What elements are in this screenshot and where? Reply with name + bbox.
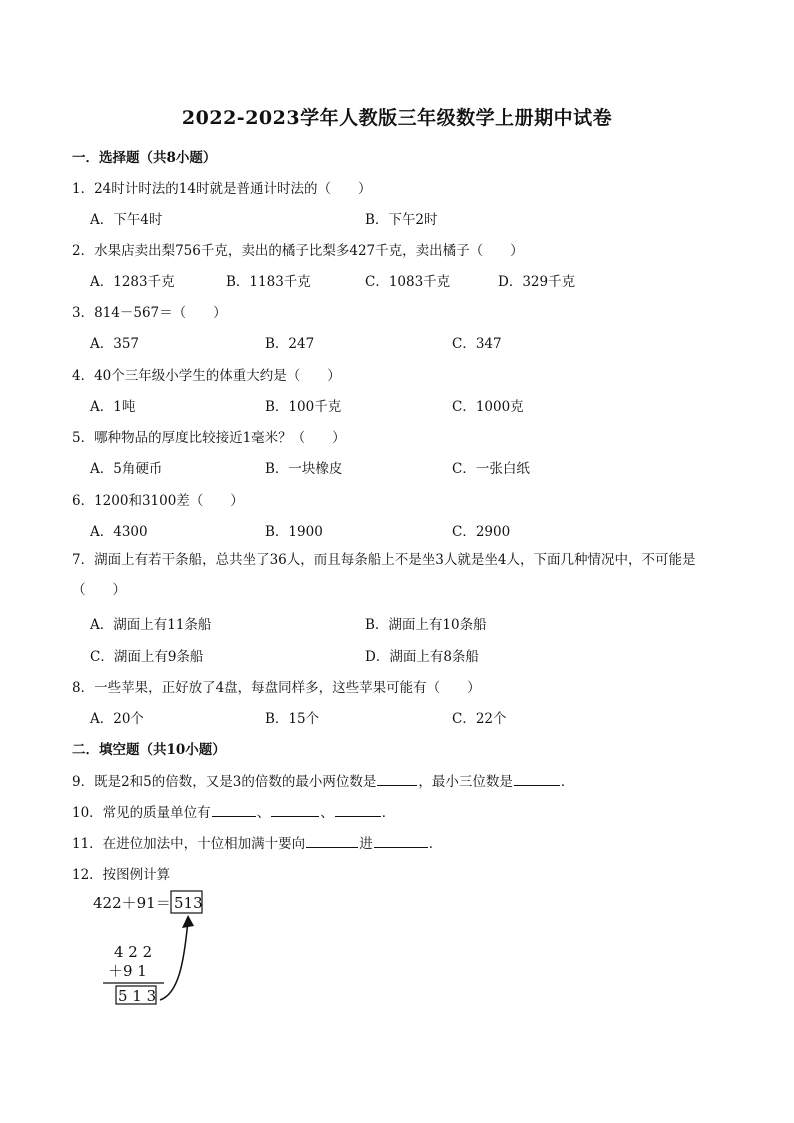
figure-addend-1: 4 2 2 xyxy=(114,943,153,961)
q4-option-b: B．100千克 xyxy=(265,399,342,415)
q11-text-part3: ． xyxy=(428,836,443,852)
q8-option-a: A．20个 xyxy=(90,711,144,727)
q8-option-b: B．15个 xyxy=(265,711,320,727)
q9-text-part2: ，最小三位数是 xyxy=(418,774,513,790)
figure-arrow-head xyxy=(182,915,194,928)
q9-blank-2[interactable] xyxy=(514,771,560,786)
q5-option-a: A．5角硬币 xyxy=(90,461,163,477)
q9-blank-1[interactable] xyxy=(377,771,417,786)
figure-addend-2: ＋9 1 xyxy=(108,962,147,980)
figure-equation: 422＋91＝ xyxy=(93,894,171,912)
q6-option-b: B．1900 xyxy=(265,524,323,540)
q7-option-b: B．湖面上有10条船 xyxy=(365,617,487,633)
q10-separator-1: 、 xyxy=(256,805,271,821)
q3-option-a: A．357 xyxy=(90,336,140,352)
q10-blank-2[interactable] xyxy=(271,802,319,817)
q5-option-b: B．一块橡皮 xyxy=(265,461,343,477)
q4-option-c: C．1000克 xyxy=(452,399,524,415)
q8-option-c: C．22个 xyxy=(452,711,507,727)
q11-text-part1: 11．在进位加法中，十位相加满十要向 xyxy=(72,836,306,852)
q4-option-a: A．1吨 xyxy=(90,399,136,415)
figure-arrow-curve xyxy=(160,920,188,1000)
question-12: 12．按图例计算 xyxy=(72,867,171,883)
q7-option-c: C．湖面上有9条船 xyxy=(90,649,204,665)
q1-option-a: A．下午4时 xyxy=(90,212,163,228)
addition-example-figure xyxy=(88,884,228,1009)
figure-sum: 5 1 3 xyxy=(118,987,157,1005)
q11-text-part2: 进 xyxy=(359,836,373,852)
q3-option-b: B．247 xyxy=(265,336,315,352)
q10-separator-2: 、 xyxy=(320,805,334,821)
q1-option-b: B．下午2时 xyxy=(365,212,438,228)
q11-blank-1[interactable] xyxy=(306,833,358,848)
question-3: 3．814－567＝（ ） xyxy=(72,305,227,321)
question-5: 5．哪种物品的厚度比较接近1毫米？（ ） xyxy=(72,430,346,446)
section-heading-fill-in: 二．填空题（共10小题） xyxy=(72,742,226,758)
q7-option-d: D．湖面上有8条船 xyxy=(365,649,479,665)
q7-option-a: A．湖面上有11条船 xyxy=(90,617,212,633)
section-heading-choice: 一．选择题（共8小题） xyxy=(72,150,217,166)
q11-blank-2[interactable] xyxy=(374,833,428,848)
question-4: 4．40个三年级小学生的体重大约是（ ） xyxy=(72,368,341,384)
question-2: 2．水果店卖出梨756千克，卖出的橘子比梨多427千克，卖出橘子（ ） xyxy=(72,243,524,259)
q10-text-part1: 10．常见的质量单位有 xyxy=(72,805,211,821)
q5-option-c: C．一张白纸 xyxy=(452,461,530,477)
q9-text-part3: ． xyxy=(560,774,575,790)
q6-option-c: C．2900 xyxy=(452,524,511,540)
q10-text-end: ． xyxy=(381,805,396,821)
q10-blank-3[interactable] xyxy=(335,802,381,817)
question-10 xyxy=(72,801,395,821)
figure-result: 513 xyxy=(174,894,203,912)
question-8: 8．一些苹果，正好放了4盘，每盘同样多，这些苹果可能有（ ） xyxy=(72,680,481,696)
page-title: 2022-2023学年人教版三年级数学上册期中试卷 xyxy=(181,107,613,129)
question-6: 6．1200和3100差（ ） xyxy=(72,493,244,509)
q2-option-a: A．1283千克 xyxy=(90,274,175,290)
question-1: 1．24时计时法的14时就是普通计时法的（ ） xyxy=(72,181,372,197)
q6-option-a: A．4300 xyxy=(90,524,148,540)
q9-text-part1: 9．既是2和5的倍数，又是3的倍数的最小两位数是 xyxy=(72,774,377,790)
question-9 xyxy=(72,770,574,790)
question-11 xyxy=(72,832,442,852)
question-7: 7．湖面上有若干条船，总共坐了36人，而且每条船上不是坐3人就是坐4人，下面几种情况中，不可能是（ ） xyxy=(72,552,696,598)
q2-option-b: B．1183千克 xyxy=(226,274,311,290)
q3-option-c: C．347 xyxy=(452,336,502,352)
q2-option-c: C．1083千克 xyxy=(365,274,451,290)
q2-option-d: D．329千克 xyxy=(498,274,576,290)
addition-example-svg xyxy=(88,884,228,1009)
q10-blank-1[interactable] xyxy=(212,802,256,817)
